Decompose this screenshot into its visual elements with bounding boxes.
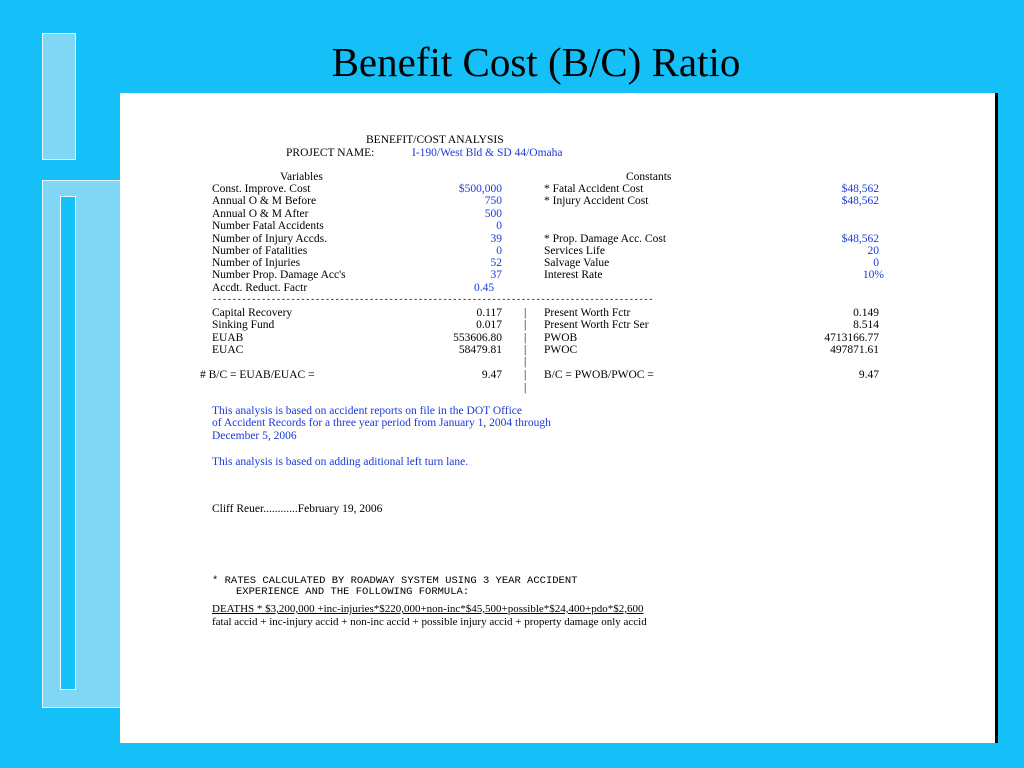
constant-value: $48,562 xyxy=(841,183,879,195)
result-value: 0.149 xyxy=(853,307,879,319)
constant-label: * Injury Accident Cost xyxy=(544,195,649,207)
variable-label: Number Prop. Damage Acc's xyxy=(212,269,346,281)
constant-label: Salvage Value xyxy=(544,257,610,269)
variable-label: Number Fatal Accidents xyxy=(212,220,324,232)
formula-line: DEATHS * $3,200,000 +inc-injuries*$220,000+non-inc*$45,500+possible*$24,400+pdo*$2,600 xyxy=(212,603,644,615)
note-line: This analysis is based on adding aditional left turn lane. xyxy=(212,456,469,468)
result-label: EUAB xyxy=(212,332,244,344)
variable-label: Annual O & M After xyxy=(212,208,309,220)
result-value: 8.514 xyxy=(853,319,879,331)
column-divider: | xyxy=(524,319,527,331)
dashed-separator: ------------------------------------------------------------------------------------------ xyxy=(212,295,654,305)
bc-euab-euac-value: 9.47 xyxy=(481,369,502,381)
variable-value: 39 xyxy=(490,233,502,245)
variable-label: Number of Injury Accds. xyxy=(212,233,327,245)
bc-euab-euac-label: # B/C = EUAB/EUAC = xyxy=(200,369,315,381)
note-line: This analysis is based on accident reports on file in the DOT Office xyxy=(212,405,522,417)
document-image xyxy=(120,93,998,743)
constant-value: 0 xyxy=(873,257,879,269)
constant-value: $48,562 xyxy=(841,233,879,245)
variable-value: 0.45 xyxy=(474,282,495,294)
note-line: of Accident Records for a three year period from January 1, 2004 through xyxy=(212,417,551,429)
result-value: 0.117 xyxy=(476,307,502,319)
result-value: 497871.61 xyxy=(830,344,879,356)
result-value: 58479.81 xyxy=(458,344,502,356)
constant-value: $48,562 xyxy=(841,195,879,207)
variable-label: Annual O & M Before xyxy=(212,195,317,207)
column-divider: | xyxy=(524,332,527,344)
constant-value: 10% xyxy=(862,269,884,281)
note-line: December 5, 2006 xyxy=(212,430,297,442)
variable-value: 500 xyxy=(484,208,502,220)
slide-title: Benefit Cost (B/C) Ratio xyxy=(331,39,741,85)
decorative-bar-bottom xyxy=(42,180,122,708)
result-label: EUAC xyxy=(212,344,244,356)
formula-explanation: fatal accid + inc-injury accid + non-inc accid + possible injury accid + property damage only accid xyxy=(212,616,647,628)
doc-heading: BENEFIT/COST ANALYSIS xyxy=(366,134,504,146)
variables-header: Variables xyxy=(280,171,323,183)
result-value: 0.017 xyxy=(476,319,502,331)
variable-value: $500,000 xyxy=(458,183,502,195)
rates-note-line: * RATES CALCULATED BY ROADWAY SYSTEM USING 3 YEAR ACCIDENT xyxy=(212,575,578,587)
signature-line: Cliff Reuer............February 19, 2006 xyxy=(212,503,383,515)
variable-value: 0 xyxy=(496,245,502,257)
variable-label: Number of Fatalities xyxy=(212,245,308,257)
rates-note-line: EXPERIENCE AND THE FOLLOWING FORMULA: xyxy=(236,586,470,598)
column-divider: | xyxy=(524,382,527,394)
constant-value: 20 xyxy=(867,245,879,257)
variable-value: 750 xyxy=(484,195,502,207)
column-divider: | xyxy=(524,344,527,356)
result-label: PWOB xyxy=(544,332,578,344)
result-label: PWOC xyxy=(544,344,578,356)
bc-pwob-pwoc-label: B/C = PWOB/PWOC = xyxy=(544,369,654,381)
constant-label: * Fatal Accident Cost xyxy=(544,183,644,195)
variable-label: Accdt. Reduct. Factr xyxy=(212,282,308,294)
constants-header: Constants xyxy=(626,171,672,183)
column-divider: | xyxy=(524,369,527,381)
decorative-bar-inner xyxy=(60,196,76,690)
result-label: Capital Recovery xyxy=(212,307,293,319)
variable-value: 0 xyxy=(496,220,502,232)
result-value: 553606.80 xyxy=(453,332,502,344)
variable-value: 52 xyxy=(490,257,502,269)
constant-label: Interest Rate xyxy=(544,269,603,281)
project-name: I-190/West Bld & SD 44/Omaha xyxy=(412,147,563,159)
result-label: Present Worth Fctr Ser xyxy=(544,319,649,331)
constant-label: * Prop. Damage Acc. Cost xyxy=(544,233,667,245)
bc-pwob-pwoc-value: 9.47 xyxy=(858,369,879,381)
project-label: PROJECT NAME: xyxy=(286,147,375,159)
variable-label: Const. Improve. Cost xyxy=(212,183,311,195)
column-divider: | xyxy=(524,356,527,368)
constant-label: Services Life xyxy=(544,245,605,257)
result-label: Sinking Fund xyxy=(212,319,275,331)
variable-value: 37 xyxy=(490,269,502,281)
variable-label: Number of Injuries xyxy=(212,257,301,269)
result-value: 4713166.77 xyxy=(824,332,879,344)
result-label: Present Worth Fctr xyxy=(544,307,631,319)
column-divider: | xyxy=(524,307,527,319)
